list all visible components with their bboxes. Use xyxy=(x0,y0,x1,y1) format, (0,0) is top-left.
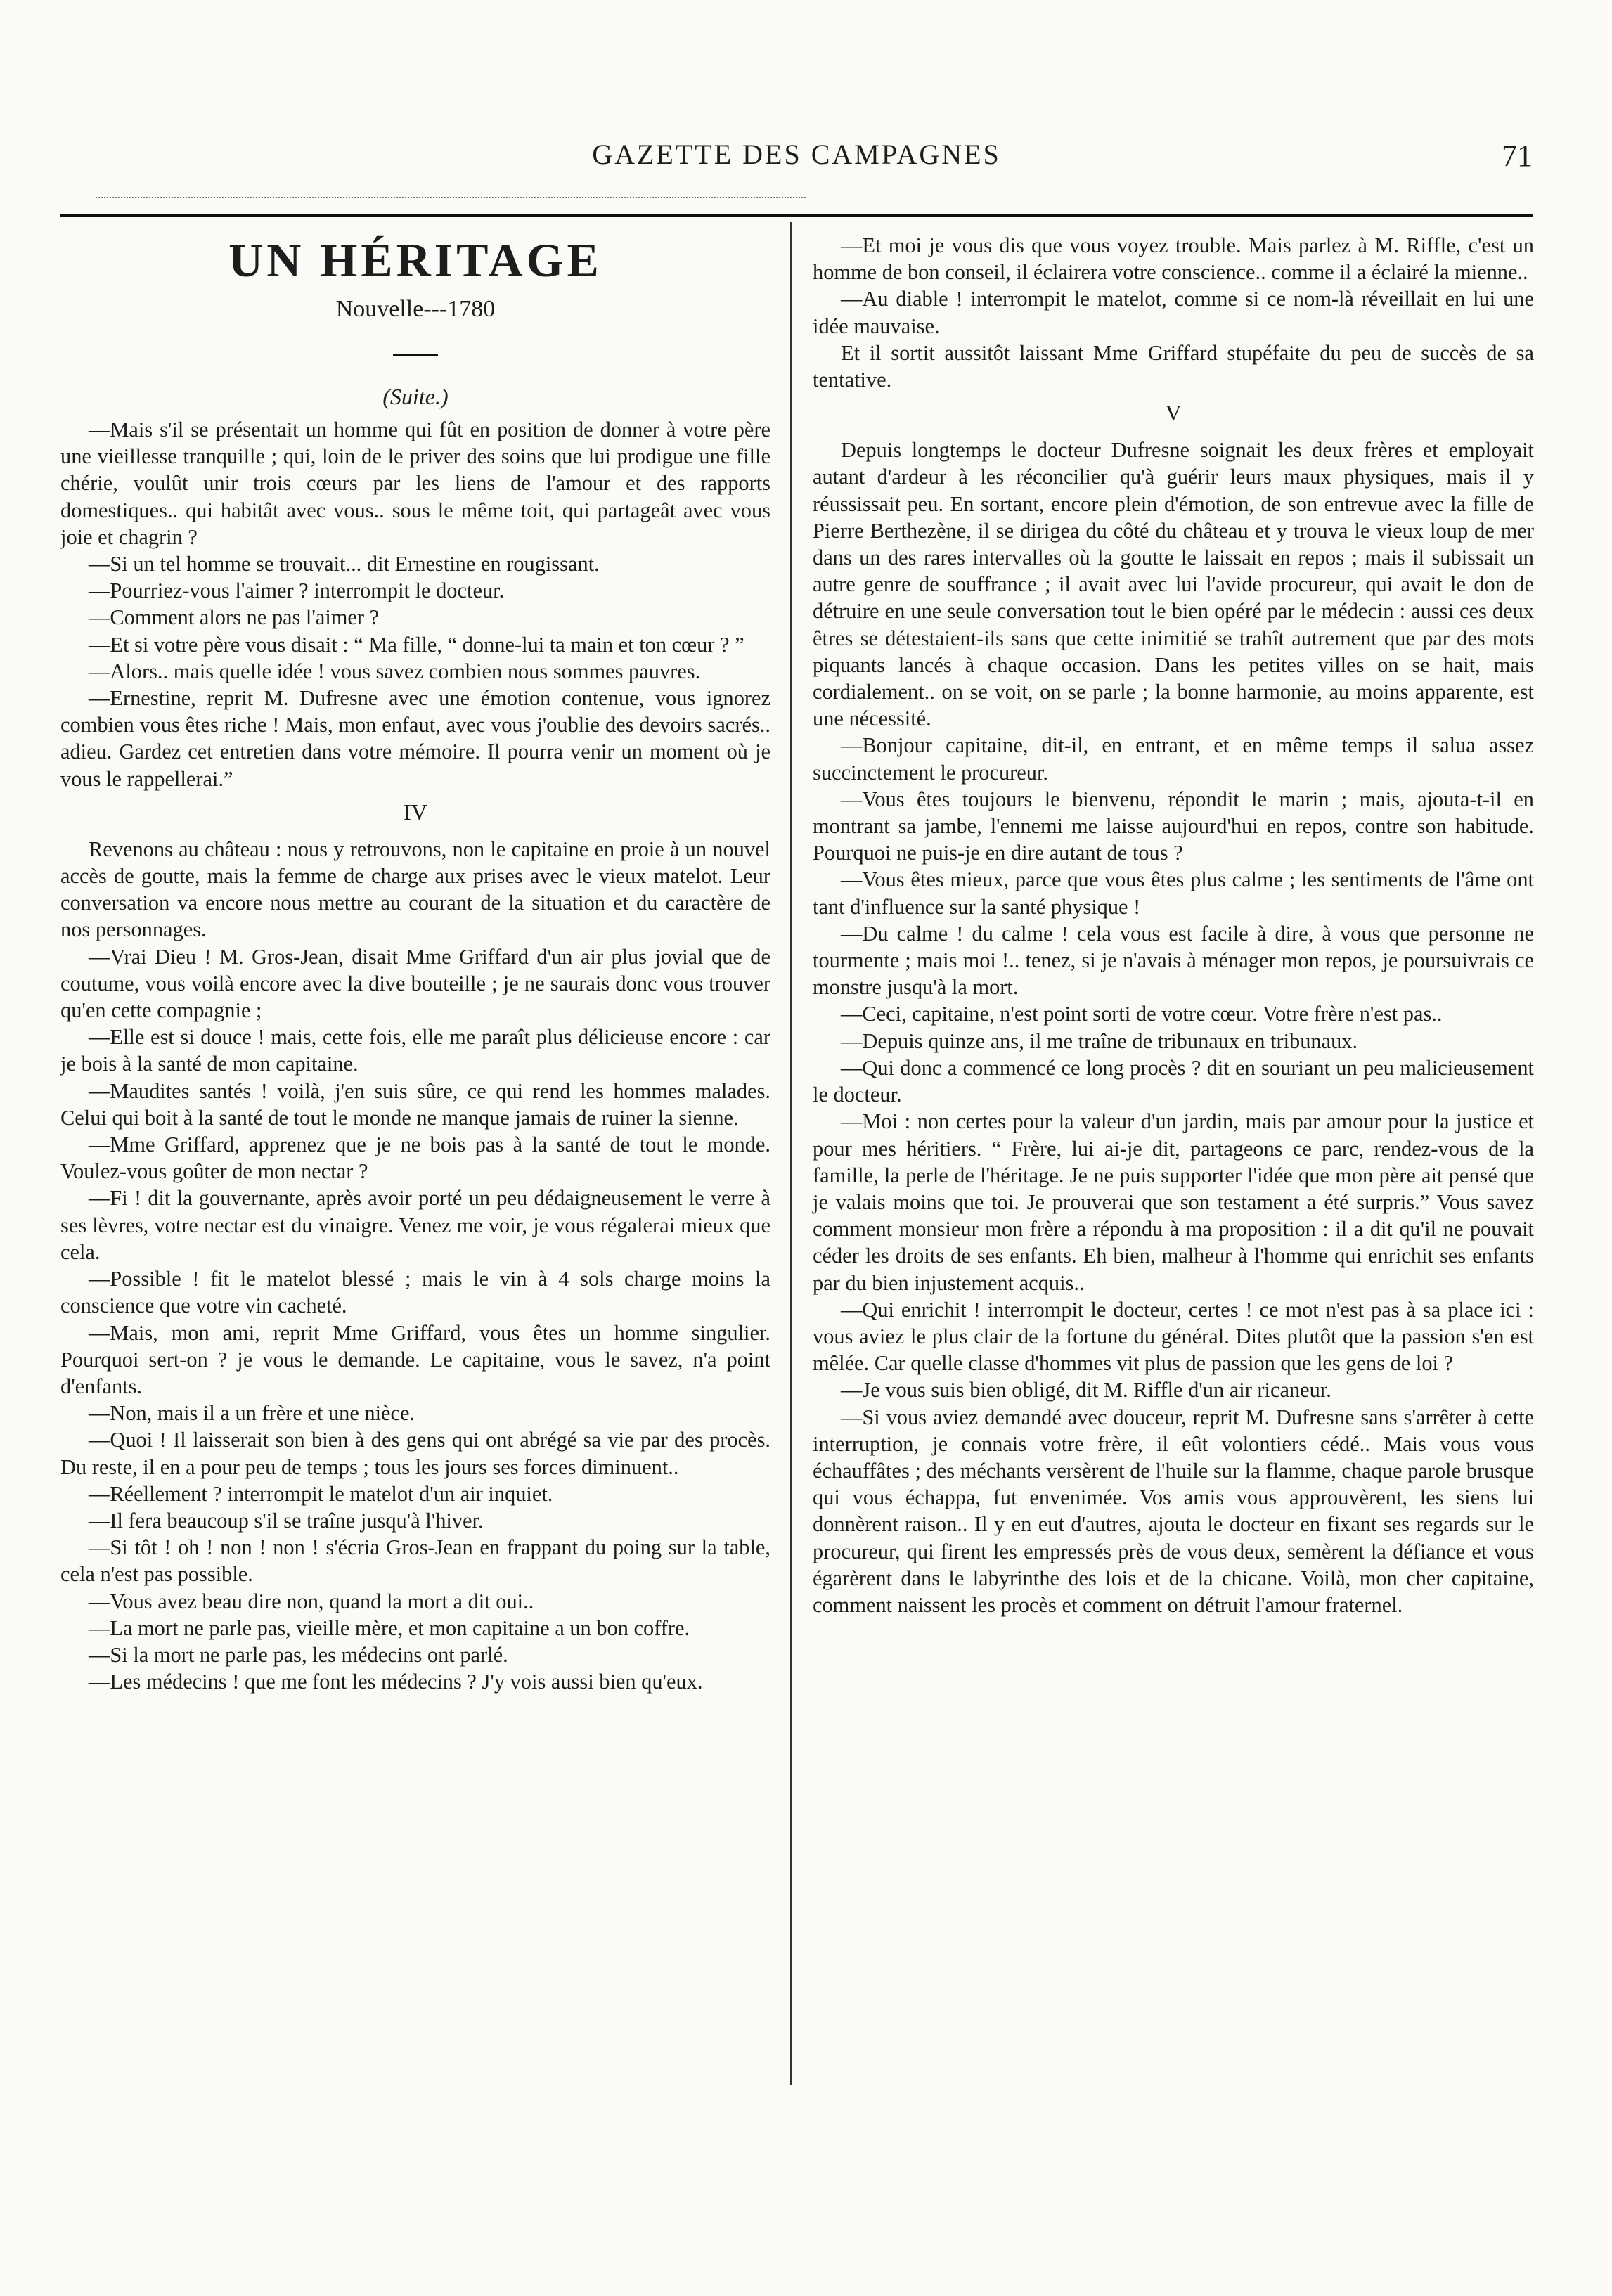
paragraph: —Si la mort ne parle pas, les médecins ont parlé. xyxy=(89,1642,508,1667)
paragraph: —Il fera beaucoup s'il se traîne jusqu'à l'hiver. xyxy=(89,1508,484,1533)
paragraph: —Et si votre père vous disait : “ Ma fille, “ donne-lui ta main et ton cœur ? ” xyxy=(89,632,744,657)
story-title: UN HÉRITAGE xyxy=(228,233,602,287)
paragraph: —Alors.. mais quelle idée ! vous savez combien nous sommes pauvres. xyxy=(89,659,701,683)
paragraph: Et il sortit aussitôt laissant Mme Griffard stupéfaite du peu de succès de sa tentative. xyxy=(813,340,1534,392)
paragraph: —Quoi ! Il laisserait son bien à des gens qui ont abrégé sa vie par des procès. Du reste, il en a pour peu de temps ; tous les jours ses forces diminuent.. xyxy=(60,1428,770,1479)
page-number: 71 xyxy=(1502,138,1533,173)
paragraph: —Elle est si douce ! mais, cette fois, elle me paraît plus délicieuse encore : car je bois à la santé de mon capitaine. xyxy=(60,1025,770,1076)
column-divider xyxy=(790,222,792,2085)
paragraph: —La mort ne parle pas, vieille mère, et mon capitaine a un bon coffre. xyxy=(89,1615,690,1640)
paragraph: —Non, mais il a un frère et une nièce. xyxy=(89,1401,415,1426)
paragraph: —Pourriez-vous l'aimer ? interrompit le docteur. xyxy=(89,579,505,603)
paragraph: —Qui donc a commencé ce long procès ? dit en souriant un peu malicieusement le docteur. xyxy=(813,1055,1534,1107)
paragraph: —Mme Griffard, apprenez que je ne bois pas à la santé de tout le monde. Voulez-vous goûter de mon nectar ? xyxy=(60,1133,770,1184)
paragraph: —Moi : non certes pour la valeur d'un jardin, mais par amour pour la justice et pour mes héritiers. “ Frère, lui ai-je dit, partageons ce parc, rendez-vous de la famille, la perle de l'héritage. Je ne puis supporter l'idée que mon père ait pensé que je valais moins que toi. Je prouverai que son testament a été surpris.” Vous savez comment monsieur mon frère a répondu à ma proposition : il a dit qu'il ne pouvait céder les droits de ses enfants. Eh bien, malheur à l'homme qui enrichit ses enfants par du bien injustement acquis.. xyxy=(813,1109,1534,1295)
paragraph: —Si tôt ! oh ! non ! non ! s'écria Gros-Jean en frappant du poing sur la table, cela n'est pas possible. xyxy=(60,1535,770,1587)
paragraph: —Vrai Dieu ! M. Gros-Jean, disait Mme Griffard d'un air plus jovial que de coutume, vous voilà encore avec la dive bouteille ; je ne saurais donc vous trouver qu'en cette compagnie ; xyxy=(60,944,770,1023)
paragraph: —Comment alors ne pas l'aimer ? xyxy=(89,605,380,630)
paragraph: —Au diable ! interrompit le matelot, comme si ce nom-là réveillait en lui une idée mauvaise. xyxy=(813,287,1534,338)
paragraph: —Vous êtes mieux, parce que vous êtes plus calme ; les sentiments de l'âme ont tant d'influence sur la santé physique ! xyxy=(813,868,1534,919)
left-column xyxy=(60,232,770,1695)
page-header xyxy=(60,138,1533,187)
section-heading-v: V xyxy=(1165,400,1182,426)
paragraph: —Vous êtes toujours le bienvenu, répondit le marin ; mais, ajouta-t-il en montrant sa jambe, l'ennemi me laisse aujourd'hui en repos, contre son habitude. Pourquoi ne puis-je en dire autant de tous ? xyxy=(813,787,1534,865)
paragraph: —Depuis quinze ans, il me traîne de tribunaux en tribunaux. xyxy=(841,1028,1358,1053)
paragraph: —Réellement ? interrompit le matelot d'un air inquiet. xyxy=(89,1481,553,1506)
paragraph: —Si vous aviez demandé avec douceur, reprit M. Dufresne sans s'arrêter à cette interruption, je connais votre frère, il eût volontiers cédé.. Mais vous vous échauffâtes ; des méchants versèrent de l'huile sur la flamme, chaque parole brusque qui vous échappa, fut envenimée. Vos amis vous approuvèrent, les siens lui donnèrent raison.. Il y en eut d'autres, ajouta le docteur en fixant ses regards sur le procureur, qui firent les empressés près de vous deux, semèrent la défiance et vous égarèrent dans le labyrinthe des lois et de la chicane. Voilà, mon cher capitaine, comment naissent les procès et comment on détruit l'amour fraternel. xyxy=(813,1405,1534,1617)
paragraph: —Maudites santés ! voilà, j'en suis sûre, ce qui rend les hommes malades. Celui qui boit à la santé de tout le monde ne manque jamais de ruiner la sienne. xyxy=(60,1078,770,1130)
header-rule xyxy=(60,214,1533,217)
paragraph: —Mais, mon ami, reprit Mme Griffard, vous êtes un homme singulier. Pourquoi sert-on ? je vous le demande. Le capitaine, vous le savez, n'a point d'enfants. xyxy=(60,1320,770,1398)
continued-label: (Suite.) xyxy=(382,384,449,409)
section-heading-iv: IV xyxy=(404,799,427,825)
paragraph: —Ernestine, reprit M. Dufresne avec une émotion contenue, vous ignorez combien vous êtes riche ! Mais, mon enfaut, avec vous j'oublie des devoirs sacrés.. adieu. Gardez cet entretien dans votre mémoire. Il pourra venir un moment où je vous le rappellerai.” xyxy=(60,686,770,791)
story-subtitle: Nouvelle---1780 xyxy=(335,296,496,322)
title-rule xyxy=(393,354,438,356)
paragraph: Revenons au château : nous y retrouvons, non le capitaine en proie à un nouvel accès de goutte, mais la femme de charge aux prises avec le vieux matelot. Leur conversation va encore nous mettre au courant de la situation et du caractère de nos personnages. xyxy=(60,837,770,942)
paragraph: —Et moi je vous dis que vous voyez trouble. Mais parlez à M. Riffle, c'est un homme de bon conseil, il éclairera votre conscience.. comme il a éclairé la mienne.. xyxy=(813,233,1534,285)
paragraph: —Fi ! dit la gouvernante, après avoir porté un peu dédaigneusement le verre à ses lèvres, votre nectar est du vinaigre. Venez me voir, je vous régalerai mieux que cela. xyxy=(60,1186,770,1264)
paragraph: —Mais s'il se présentait un homme qui fût en position de donner à votre père une vieillesse tranquille ; qui, loin de le priver des soins que lui prodigue une fille chérie, voulût unir trois cœurs par les liens de l'amour et des rapports domestiques.. qui habitât avec vous.. sous le même toit, qui partageât avec vous joie et chagrin ? xyxy=(60,418,770,549)
paragraph: —Les médecins ! que me font les médecins ? J'y vois aussi bien qu'eux. xyxy=(89,1670,703,1694)
story-heading xyxy=(60,232,770,412)
paragraph: —Ceci, capitaine, n'est point sorti de votre cœur. Votre frère n'est pas.. xyxy=(841,1002,1443,1026)
header-dotted-rule xyxy=(96,197,806,198)
newspaper-title: GAZETTE DES CAMPAGNES xyxy=(592,138,1001,170)
right-column xyxy=(813,232,1534,1618)
paragraph: —Je vous suis bien obligé, dit M. Riffle d'un air ricaneur. xyxy=(841,1378,1331,1402)
paragraph: Depuis longtemps le docteur Dufresne soignait les deux frères et employait autant d'ardeur à les réconcilier qu'à guérir leurs maux physiques, mais il y réussissait peu. En sortant, encore plein d'émotion, de son entrevue avec la fille de Pierre Berthezène, il se dirigea du côté du château et y trouva le vieux loup de mer dans un des rares intervalles où la goutte le laissait en repos ; mais il subissait un autre genre de souffrance ; il avait avec lui l'avide procureur, qui avait le don de détruire en une seule conversation tout le bien opéré par le médecin : aussi ces deux êtres se détestaient-ils sans que cette inimitié se trahît autrement que par des mots piquants lancés à chaque occasion. Dans les petites villes on se hait, mais cordialement.. on se voit, on se parle ; la bonne harmonie, au moins apparente, est une nécessité. xyxy=(813,438,1534,731)
paragraph: —Possible ! fit le matelot blessé ; mais le vin à 4 sols charge moins la conscience que votre vin cacheté. xyxy=(60,1267,770,1318)
paragraph: —Vous avez beau dire non, quand la mort a dit oui.. xyxy=(89,1589,534,1613)
paragraph: —Qui enrichit ! interrompit le docteur, certes ! ce mot n'est pas à sa place ici : vous aviez le plus clair de la fortune du général. Dites plutôt que la passion s'en est mêlée. Car quelle classe d'hommes vit plus de passion que les gens de loi ? xyxy=(813,1297,1534,1376)
paragraph: —Du calme ! du calme ! cela vous est facile à dire, à vous que personne ne tourmente ; mais moi !.. tenez, si je n'avais à ménager mon repos, je poursuivrais ce monstre jusqu'à la mort. xyxy=(813,921,1534,1000)
paragraph: —Si un tel homme se trouvait... dit Ernestine en rougissant. xyxy=(89,552,600,576)
paragraph: —Bonjour capitaine, dit-il, en entrant, et en même temps il salua assez succinctement le procureur. xyxy=(813,733,1534,785)
